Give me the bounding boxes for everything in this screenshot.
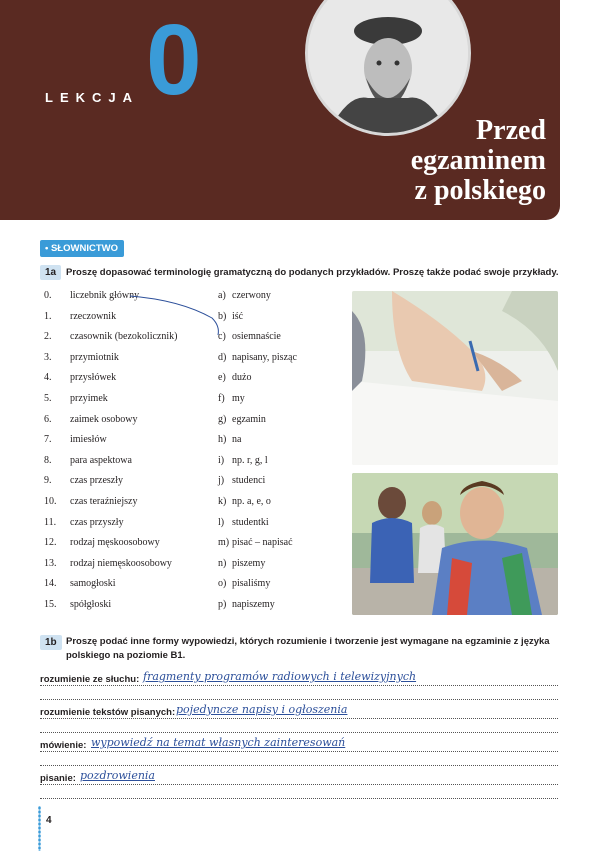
example-letter: k) <box>218 496 227 507</box>
exercise-instruction-cont: polskiego na poziomie B1. <box>66 650 186 661</box>
term-number: 4. <box>44 372 52 384</box>
example-letter: a) <box>218 290 226 301</box>
exercise-instruction: Proszę podać inne formy wypowiedzi, których rozumienie i tworzenie jest wymagane na egzaminie z języka <box>66 636 550 647</box>
form-row-speaking <box>40 736 558 756</box>
term-number: 7. <box>44 434 52 446</box>
example-letter: i) <box>218 454 225 466</box>
term-text: rodzaj niemęskoosobowy <box>70 557 172 569</box>
dotted-line <box>40 732 558 733</box>
example-letter: h) <box>218 434 227 446</box>
example-letter: p) <box>218 599 227 610</box>
example-letter: g) <box>218 413 227 425</box>
example-text: dużo <box>232 372 252 384</box>
form-label: pisanie: <box>40 773 76 784</box>
example-text: piszemy <box>232 557 266 569</box>
term-number: 0. <box>44 290 52 301</box>
dotted-line <box>40 751 558 752</box>
dotted-line <box>40 765 558 766</box>
lesson-label: LEKCJA <box>45 90 140 105</box>
example-text: osiemnaście <box>232 331 281 343</box>
term-number: 12. <box>44 537 57 549</box>
example-text: napiszemy <box>232 599 275 610</box>
dotted-line <box>40 699 558 700</box>
example-text: pisaliśmy <box>232 578 271 590</box>
page-number: 4 <box>46 815 52 826</box>
example-letter: b) <box>218 310 227 322</box>
term-text: imiesłów <box>70 434 107 446</box>
students-writing-photo <box>352 291 558 465</box>
dotted-line <box>40 718 558 719</box>
term-number: 9. <box>44 475 52 487</box>
term-text: przyimek <box>70 393 108 404</box>
term-text: rzeczownik <box>70 310 117 322</box>
example-letter: c) <box>218 331 226 343</box>
form-label: rozumienie ze słuchu: <box>40 674 140 685</box>
example-letter: l) <box>218 516 225 528</box>
example-letter: m) <box>218 537 230 549</box>
example-letter: d) <box>218 351 227 363</box>
example-letter: j) <box>218 475 225 487</box>
dotted-line <box>40 798 558 799</box>
term-text: liczebnik główny <box>70 290 140 301</box>
title-line: Przed <box>476 115 546 146</box>
term-text: przysłówek <box>70 372 117 384</box>
form-row-writing <box>40 769 558 789</box>
example-text: iść <box>232 310 244 322</box>
term-number: 2. <box>44 331 52 343</box>
term-number: 3. <box>44 351 52 363</box>
example-text: studentki <box>232 516 269 528</box>
term-number: 13. <box>44 557 57 569</box>
term-number: 11. <box>44 516 57 528</box>
example-letter: n) <box>218 557 227 569</box>
lesson-number: 0 <box>146 4 202 116</box>
term-text: czas przeszły <box>70 475 124 487</box>
form-label: mówienie: <box>40 740 87 751</box>
example-letter: e) <box>218 372 226 384</box>
term-text: czas przyszły <box>70 516 124 528</box>
term-text: zaimek osobowy <box>70 413 138 425</box>
term-text: spółgłoski <box>70 599 112 610</box>
form-label: rozumienie tekstów pisanych: <box>40 707 176 718</box>
example-text: np. r, g, l <box>232 454 268 466</box>
term-number: 15. <box>44 599 57 610</box>
example-text: czerwony <box>232 290 271 301</box>
term-text: para aspektowa <box>70 454 132 466</box>
page-decoration <box>38 806 41 851</box>
example-text: pisać – napisać <box>232 537 293 549</box>
example-letter: o) <box>218 578 227 590</box>
section-badge: • SŁOWNICTWO <box>40 240 124 257</box>
form-answer-field[interactable]: wypowiedź na temat własnych zainteresowań <box>91 736 346 749</box>
dotted-line <box>40 784 558 785</box>
term-number: 5. <box>44 393 52 404</box>
dotted-line <box>40 685 558 686</box>
example-text: napisany, pisząc <box>232 351 297 363</box>
form-row-reading <box>40 703 558 723</box>
form-answer-field[interactable]: fragmenty programów radiowych i telewizyjnych <box>143 670 417 683</box>
form-row-listening <box>40 670 558 690</box>
exercise-instruction: Proszę dopasować terminologię gramatyczną do podanych przykładów. Proszę także podać swoje przykłady. <box>66 267 559 278</box>
term-number: 6. <box>44 413 52 425</box>
example-text: np. a, e, o <box>232 496 271 507</box>
exercise-number: 1b <box>40 635 62 650</box>
term-number: 1. <box>44 310 52 322</box>
section-badge-label: SŁOWNICTWO <box>50 243 118 254</box>
exercise-number: 1a <box>40 265 61 280</box>
term-number: 10. <box>44 496 57 507</box>
students-group-photo <box>352 473 558 615</box>
term-number: 14. <box>44 578 57 590</box>
term-text: czasownik (bezokolicznik) <box>70 331 178 343</box>
title-line: egzaminem <box>410 145 546 176</box>
example-text: studenci <box>232 475 266 487</box>
term-text: samogłoski <box>70 578 116 590</box>
term-text: czas teraźniejszy <box>70 496 138 507</box>
term-text: przymiotnik <box>70 351 119 363</box>
title-line: z polskiego <box>414 175 546 206</box>
example-text: egzamin <box>232 413 266 425</box>
example-letter: f) <box>218 393 225 404</box>
example-text: my <box>232 393 245 404</box>
form-answer-field[interactable]: pojedyncze napisy i ogłoszenia <box>176 703 348 716</box>
term-number: 8. <box>44 454 52 466</box>
example-text: na <box>232 434 242 446</box>
form-answer-field[interactable]: pozdrowienia <box>80 769 155 782</box>
term-text: rodzaj męskoosobowy <box>70 537 160 549</box>
